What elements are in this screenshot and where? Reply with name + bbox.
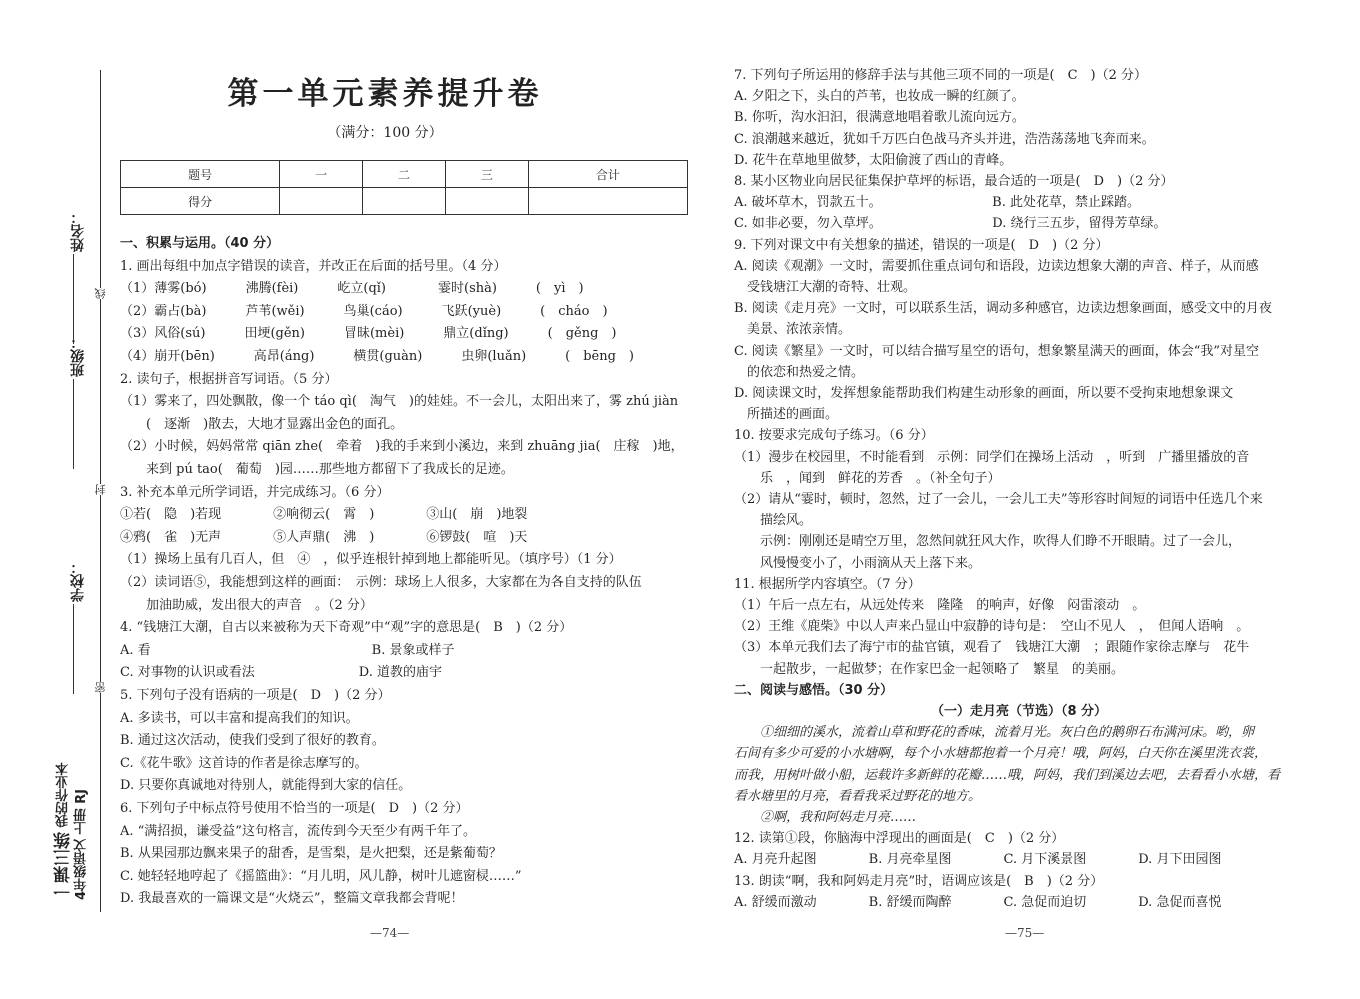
text-line: 石间有多少可爱的小水塘啊，每个小水塘都抱着一个月亮！哦，阿妈，白天你在溪里洗衣裳，	[734, 746, 1268, 762]
cut-mark-seal: 封	[94, 484, 107, 495]
text-line: 乐 ，闻到 鲜花的芳香 。（补全句子）	[734, 470, 1001, 486]
text-line: A. “满招损，谦受益”这句格言，流传到今天至少有两千年了。	[120, 823, 476, 839]
text-line: （1）雾来了，四处飘散，像一个 táo qì( 淘气 )的娃娃。不一会儿，太阳出来了，雾 zhú jiàn	[120, 394, 679, 410]
binding-margin	[0, 0, 112, 999]
text-line: 12. 读第①段，你脑海中浮现出的画面是( C )（2 分）	[734, 831, 1065, 847]
text-line: A. 月亮升起图 B. 月亮牵星图 C. 月下溪景图 D. 月下田园图	[734, 852, 1222, 868]
page-title: 第一单元素养提升卷	[227, 76, 543, 112]
text-line: （3）风俗(sú) 田埂(gěn) 冒昧(mèi) 鼎立(dǐng) ( gěng )	[120, 326, 617, 342]
school-label: 学校：	[70, 560, 86, 602]
text-line: （2）王维《鹿柴》中以人声来凸显山中寂静的诗句是： 空山不见人 ， 但闻人语响 。	[734, 619, 1250, 635]
text-line: （2）请从“霎时，顿时，忽然，过了一会儿，一会儿工夫”等形容时间短的词语中任选几个来	[734, 492, 1263, 507]
text-line: 的依恋和热爱之情。	[734, 364, 865, 380]
text-line: 风慢慢变小了，小雨滴从天上落下来。	[734, 555, 982, 571]
score-input-cell[interactable]	[280, 188, 363, 215]
text-line: A. 看 B. 景象或样子	[120, 642, 455, 658]
text-line: A. 舒缓而激动 B. 舒缓而陶醉 C. 急促而迫切 D. 急促而喜悦	[734, 894, 1222, 910]
text-line: ①细细的溪水，流着山草和野花的香味，流着月光。灰白色的鹅卵石布满河床。哟，卵	[734, 725, 1255, 741]
text-line: ②啊，我和阿妈走月亮……	[734, 810, 917, 825]
text-line: ①若( 隐 )若现 ②响彻云( 霄 ) ③山( 崩 )地裂	[120, 507, 528, 523]
score-cell: 三	[445, 161, 528, 188]
text-line: A. 破坏草木，罚款五十。 B. 此处花草，禁止踩踏。	[734, 195, 1140, 211]
text-line: （1）薄雾(bó) 沸腾(fèi) 屹立(qǐ) 霎时(shà) ( yì )	[120, 281, 584, 297]
text-line: 6. 下列句子中标点符号使用不恰当的一项是( D )（2 分）	[120, 801, 469, 816]
text-line: B. 从果园那边飘来果子的甜香，是雪梨，是火把梨，还是紫葡萄？	[120, 846, 502, 862]
brand-series: 一课三练	[54, 832, 74, 900]
text-line: （1）操场上虽有几百人，但 ④ ，似乎连根针掉到地上都能听见。（填序号）（1 分）	[120, 552, 622, 568]
text-line: C.《花牛歌》这首诗的作者是徐志摩写的。	[120, 755, 368, 771]
brand-grade: 4年级语文 上册 RJ	[74, 789, 89, 900]
text-line: A. 阅读《观潮》一文时，需要抓住重点词句和语段，边读边想象大潮的声音、样子，从而感	[734, 258, 1259, 274]
score-cell: 题号	[121, 161, 280, 188]
page-number-right: —75—	[1005, 926, 1045, 940]
text-line: 示例：刚刚还是晴空万里，忽然间就狂风大作，吹得人们睁不开眼睛。过了一会儿，	[734, 534, 1242, 550]
score-input-cell[interactable]	[445, 188, 528, 215]
section-heading: 一、积累与运用。（40 分）	[120, 236, 280, 251]
class-underline	[74, 379, 75, 469]
text-line: （2）读词语⑤，我能想到这样的画面： 示例：球场上人很多，大家都在为各自支持的队伍	[120, 575, 642, 590]
score-table-score-row	[121, 188, 688, 215]
text-line: C. 如非必要，勿入草坪。 D. 绕行三五步，留得芳草绿。	[734, 216, 1167, 232]
text-line: 看水塘里的月亮，看看我采过野花的地方。	[734, 788, 982, 804]
name-underline	[74, 254, 75, 344]
text-line: （2）霸占(bà) 芦苇(wěi) 鸟巢(cáo) 飞跃(yuè) ( cháo )	[120, 303, 608, 319]
text-line: 加油助威，发出很大的声音 。（2 分）	[120, 597, 373, 613]
score-cell: 一	[280, 161, 363, 188]
text-line: C. 浪潮越来越近，犹如千万匹白色战马齐头并进，浩浩荡荡地飞奔而来。	[734, 131, 1155, 147]
text-line: （3）本单元我们去了海宁市的盐官镇，观看了 钱塘江大潮 ；跟随作家徐志摩与 花牛	[734, 640, 1263, 656]
text-line: D. 只要你真诚地对待别人，就能得到大家的信任。	[120, 778, 412, 794]
page-number-left: —74—	[370, 926, 410, 940]
text-line: A. 多读书，可以丰富和提高我们的知识。	[120, 710, 359, 726]
score-cell: 得分	[121, 188, 280, 215]
text-line: 13. 朗读“啊，我和阿妈走月亮”时，语调应该是( B )（2 分）	[734, 873, 1104, 889]
text-line: 4. “钱塘江大潮，自古以来被称为天下奇观”中“观”字的意思是( B )（2 分）	[120, 620, 573, 636]
text-line: 5. 下列句子没有语病的一项是( D )（2 分）	[120, 688, 391, 703]
brand-logo	[55, 670, 95, 900]
score-table-header-row	[121, 161, 688, 188]
name-label: 姓名：	[70, 210, 86, 252]
text-line: C. 阅读《繁星》一文时，可以结合描写星空的语句，想象繁星满天的画面，体会“我”对星空	[734, 343, 1260, 359]
text-line: 8. 某小区物业向居民征集保护草坪的标语，最合适的一项是( D )（2 分）	[734, 174, 1174, 189]
text-line: 2. 读句子，根据拼音写词语。（5 分）	[120, 371, 338, 387]
text-line: 来到 pú tao( 葡萄 )园……那些地方都留下了我成长的足迹。	[120, 462, 514, 477]
class-label: 班级：	[70, 335, 86, 377]
section-heading: （一）走月亮（节选）（8 分）	[930, 704, 1108, 719]
text-line: 受钱塘江大潮的奇特、壮观。	[734, 280, 917, 295]
text-line: C. 对事物的认识或看法 D. 道教的庙宇	[120, 665, 442, 681]
text-line: （4）崩开(bēn) 高昂(áng) 横贯(guàn) 虫卵(luǎn) ( bēng )	[120, 349, 635, 364]
text-line: （1）午后一点左右，从远处传来 隆隆 的响声，好像 闷雷滚动 。	[734, 598, 1146, 613]
cut-mark-line: 线	[94, 288, 107, 299]
section-heading: 二、阅读与感悟。（30 分）	[734, 682, 894, 698]
text-line: D. 阅读课文时，发挥想象能帮助我们构建生动形象的画面，所以要不受拘束地想象课文	[734, 386, 1234, 401]
text-line: 1. 画出每组中加点字错误的读音，并改正在后面的括号里。（4 分）	[120, 258, 507, 274]
cut-mark-secret: 密	[94, 682, 107, 693]
text-line: 7. 下列句子所运用的修辞手法与其他三项不同的一项是( C )（2 分）	[734, 68, 1148, 83]
text-line: （2）小时候，妈妈常常 qiān zhe( 牵着 )我的手来到小溪边，来到 zhuāng jia( 庄稼 )地，	[120, 439, 684, 455]
score-cell: 二	[363, 161, 446, 188]
text-line: 10. 按要求完成句子练习。（6 分）	[734, 428, 934, 444]
brand-name: 我的作业本	[56, 762, 71, 828]
text-line: B. 通过这次活动，使我们受到了很好的教育。	[120, 733, 385, 749]
text-line: 所描述的画面。	[734, 407, 839, 423]
text-line: 3. 补充本单元所学词语，并完成练习。（6 分）	[120, 484, 390, 500]
score-input-cell[interactable]	[528, 188, 687, 215]
page-subtitle: （满分：100 分）	[327, 125, 443, 141]
class-field[interactable]	[68, 335, 88, 469]
name-field[interactable]	[68, 210, 88, 344]
text-line: ( 逐渐 )散去，大地才显露出金色的面孔。	[120, 416, 404, 432]
text-line: 美景、浓浓亲情。	[734, 322, 852, 338]
score-table	[120, 160, 688, 215]
text-line: B. 阅读《走月亮》一文时，可以联系生活，调动多种感官，边读边想象画面，感受文中的月夜	[734, 301, 1272, 317]
text-line: 11. 根据所学内容填空。（7 分）	[734, 576, 921, 592]
text-line: C. 她轻轻地哼起了《摇篮曲》：“月儿明，风儿静，树叶儿遮窗棂……”	[120, 868, 522, 884]
text-line: 而我，用树叶做小船，运载许多新鲜的花瓣……哦，阿妈，我们到溪边去吧，去看看小水塘，看	[734, 767, 1281, 783]
text-line: ④鸦( 雀 )无声 ⑤人声鼎( 沸 ) ⑥锣鼓( 喧 )天	[120, 529, 528, 545]
text-line: 一起散步，一起做梦；在作家巴金一起领略了 繁星 的美丽。	[734, 661, 1125, 677]
score-cell: 合计	[528, 161, 687, 188]
score-input-cell[interactable]	[363, 188, 446, 215]
text-line: D. 花牛在草地里做梦，太阳偷渡了西山的青峰。	[734, 152, 1013, 168]
text-line: （1）漫步在校园里，不时能看到 示例：同学们在操场上活动 ，听到 广播里播放的音	[734, 449, 1250, 465]
text-line: B. 你听，沟水汩汩，很满意地唱着歌儿流向远方。	[734, 110, 1025, 126]
text-line: 描绘风。	[734, 513, 813, 529]
text-line: 9. 下列对课文中有关想象的描述，错误的一项是( D )（2 分）	[734, 237, 1109, 253]
text-line: A. 夕阳之下，头白的芦苇，也妆成一瞬的红颜了。	[734, 89, 1025, 105]
text-line: D. 我最喜欢的一篇课文是“火烧云”，整篇文章我都会背呢！	[120, 891, 464, 907]
